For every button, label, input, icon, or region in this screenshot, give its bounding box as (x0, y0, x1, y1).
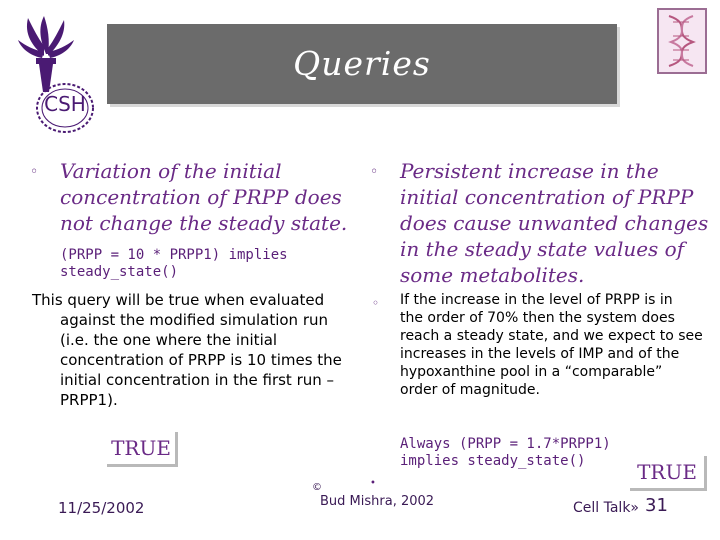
copyright-symbol: © (312, 482, 322, 493)
left-explanation (32, 290, 352, 410)
sub-bullet-line: increases in the levels of IMP and of the (400, 346, 680, 362)
bullet-marker-icon: ◦ (370, 164, 379, 180)
right-sub-bullet (400, 291, 720, 399)
bullet-marker-icon: ◦ (30, 164, 39, 180)
explanation-line: concentration of PRPP is 10 times the (60, 351, 342, 369)
helix-logo-icon (657, 8, 707, 74)
explanation-line: against the modified simulation run (60, 311, 329, 329)
left-true-badge: TRUE (107, 432, 178, 467)
sub-bullet-line: reach a steady state, and we expect to see (400, 328, 703, 344)
footer-date: 11/25/2002 (58, 499, 145, 517)
right-code-line-1: Always (PRPP = 1.7*PRPP1) (400, 436, 611, 452)
right-bullet-text: Persistent increase in the initial concentration of PRPP does cause unwanted changes in the steady state values of some metabolites. (400, 159, 709, 287)
csh-logo-text: CSH (44, 92, 86, 116)
explanation-line: (i.e. the one where the initial (60, 331, 278, 349)
sub-bullet-marker-icon: ◦ (372, 296, 380, 310)
sub-bullet-line: order of magnitude. (400, 382, 540, 398)
sub-bullet-line: hypoxanthine pool in a “comparable” (400, 364, 663, 380)
explanation-line: initial concentration in the first run – (60, 371, 335, 389)
sub-bullet-line: the order of 70% then the system does (400, 310, 675, 326)
left-code-line-2: steady_state() (60, 264, 179, 280)
slide-title: Queries (293, 44, 431, 83)
footer-author: Bud Mishra, 2002 (320, 494, 435, 509)
left-bullet-text: Variation of the initial concentration of PRPP does not change the steady state. (60, 159, 348, 235)
left-code-line-1: (PRPP = 10 * PRPP1) implies (60, 247, 288, 263)
explanation-line: This query will be true when evaluated (32, 291, 325, 309)
right-true-badge: TRUE (630, 456, 707, 491)
right-code-line-2: implies steady_state() (400, 453, 586, 469)
sub-bullet-line: If the increase in the level of PRPP is in (400, 292, 673, 308)
title-bar (107, 24, 617, 104)
footer-slide-label: Cell Talk» (573, 500, 639, 516)
slide-number: 31 (645, 495, 668, 516)
explanation-line: PRPP1). (60, 391, 118, 409)
footer-dot-icon: • (370, 478, 376, 489)
